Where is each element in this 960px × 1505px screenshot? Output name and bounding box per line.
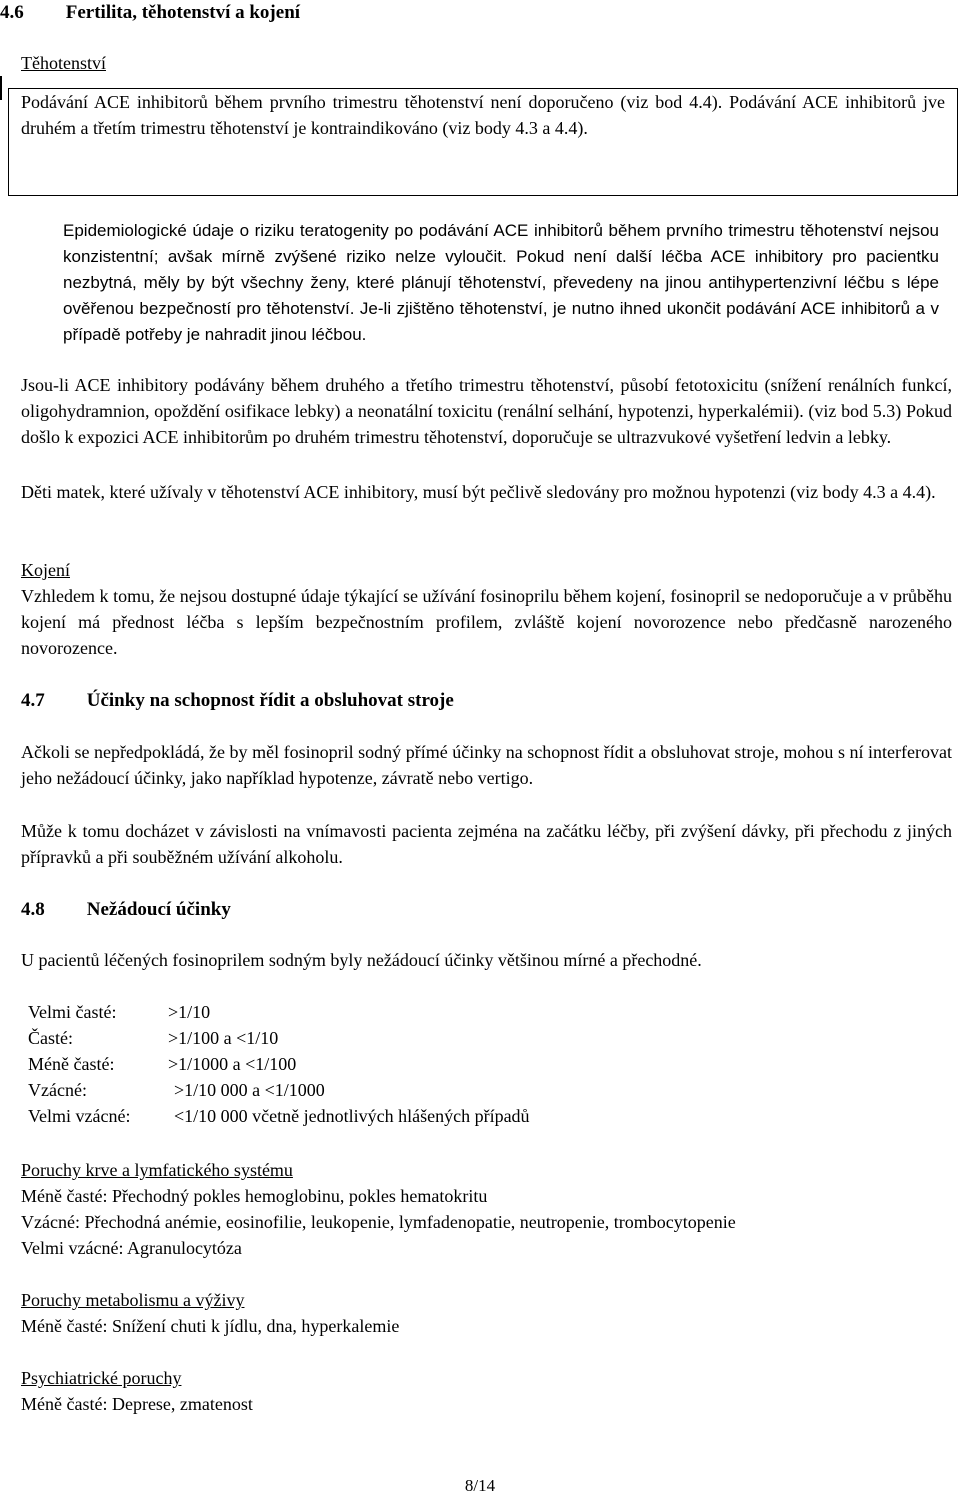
blood-disorders-heading: Poruchy krve a lymfatického systému: [21, 1160, 293, 1180]
frequency-value: >1/100 a <1/10: [168, 1028, 279, 1048]
psychiatric-line: Méně časté: Deprese, zmatenost: [21, 1394, 253, 1414]
section-4-8-heading: [21, 897, 231, 923]
driving-paragraph-1: Ačkoli se nepředpokládá, že by měl fosinopril sodný přímé účinky na schopnost řídit a obsluhovat stroje, mohou s ní interferovat jeho nežádoucí účinky, jako například hypotenze, závratě nebo vertigo.: [21, 742, 952, 788]
section-title: Nežádoucí účinky: [86, 899, 231, 920]
frequency-row: [28, 1051, 296, 1077]
metabolism-line: Méně časté: Snížení chuti k jídlu, dna, hyperkalemie: [21, 1316, 400, 1336]
pregnancy-boxed-text: Podávání ACE inhibitorů během prvního trimestru těhotenství není doporučeno (viz bod 4.4). Podávání ACE inhibitorů jve druhém a třetím trimestru těhotenství je kontraindikováno (viz body 4.3 a 4.4).: [8, 88, 958, 196]
frequency-label: Velmi vzácné:: [28, 1106, 131, 1126]
frequency-label: Velmi časté:: [28, 1002, 117, 1022]
epidemiology-paragraph: Epidemiologické údaje o riziku teratogenity po podávání ACE inhibitorů během prvního trimestru těhotenství nejsou konzistentní; avšak mírně zvýšené riziko nelze vyloučit. Pokud není další léčba ACE inhibitory pro pacientku nezbytná, měly by být všechny ženy, které plánují těhotenství, převedeny na jinou antihypertenzivní léčbu s lépe ověřenou bezpečností pro těhotenství. Je-li zjištěno těhotenství, je nutno ihned ukončit podávání ACE inhibitorů a v případě potřeby je nahradit jinou léčbou.: [63, 221, 939, 344]
frequency-row: [28, 999, 210, 1025]
frequency-value: <1/10 000 včetně jednotlivých hlášených případů: [174, 1106, 530, 1126]
section-4-6-heading: [0, 0, 300, 26]
blood-disorders-line: Velmi vzácné: Agranulocytóza: [21, 1238, 242, 1258]
blood-disorders-line: Méně časté: Přechodný pokles hemoglobinu, pokles hematokritu: [21, 1186, 488, 1206]
adverse-effects-intro: U pacientů léčených fosinoprilem sodným byly nežádoucí účinky většinou mírné a přechodné.: [21, 950, 702, 970]
frequency-label: Časté:: [28, 1028, 73, 1048]
frequency-value: >1/10 000 a <1/1000: [174, 1080, 325, 1100]
section-number: 4.7: [21, 690, 45, 711]
pregnancy-heading: Těhotenství: [21, 53, 106, 73]
metabolism-heading: Poruchy metabolismu a výživy: [21, 1290, 245, 1310]
fetotoxicity-paragraph: Jsou-li ACE inhibitory podávány během druhého a třetího trimestru těhotenství, působí fetotoxicitu (snížení renálních funkcí, oligohydramnion, opoždění osifikace lebky) a neonatální toxicitu (renální selhání, hypotenzi, hyperkalémii). (viz bod 5.3) Pokud došlo k expozici ACE inhibitorům po druhém trimestru těhotenství, doporučuje se ultrazvukové vyšetření ledvin a lebky.: [21, 375, 952, 447]
blood-disorders-line: Vzácné: Přechodná anémie, eosinofilie, leukopenie, lymfadenopatie, neutropenie, trombocytopenie: [21, 1212, 736, 1232]
frequency-label: Méně časté:: [28, 1054, 115, 1074]
frequency-value: >1/10: [168, 1002, 211, 1022]
driving-paragraph-2: Může k tomu docházet v závislosti na vnímavosti pacienta zejména na začátku léčby, při zvýšení dávky, při přechodu z jiných přípravků a při souběžném užívání alkoholu.: [21, 821, 952, 867]
section-title: Fertilita, těhotenství a kojení: [65, 2, 301, 23]
page-number: 8/14: [464, 1476, 496, 1495]
section-title: Účinky na schopnost řídit a obsluhovat stroje: [86, 690, 454, 711]
lactation-paragraph: Vzhledem k tomu, že nejsou dostupné údaje týkající se užívání fosinoprilu během kojení, fosinopril se nedoporučuje a v průběhu kojení má přednost léčba s lepším bezpečnostním profilem, zvláště kojení novorozence nebo předčasně narozeného novorozence.: [21, 586, 952, 658]
children-monitoring-paragraph: Děti matek, které užívaly v těhotenství ACE inhibitory, musí být pečlivě sledovány pro možnou hypotenzi (viz body 4.3 a 4.4).: [21, 482, 936, 502]
change-bar: [0, 76, 2, 100]
frequency-label: Vzácné:: [28, 1080, 87, 1100]
psychiatric-heading: Psychiatrické poruchy: [21, 1368, 182, 1388]
section-4-7-heading: [21, 688, 454, 714]
section-number: 4.6: [0, 2, 24, 23]
lactation-heading: Kojení: [21, 560, 70, 580]
frequency-row: [28, 1103, 530, 1129]
section-number: 4.8: [21, 899, 45, 920]
frequency-row: [28, 1025, 278, 1051]
frequency-value: >1/1000 a <1/100: [168, 1054, 297, 1074]
frequency-row: [28, 1077, 325, 1103]
